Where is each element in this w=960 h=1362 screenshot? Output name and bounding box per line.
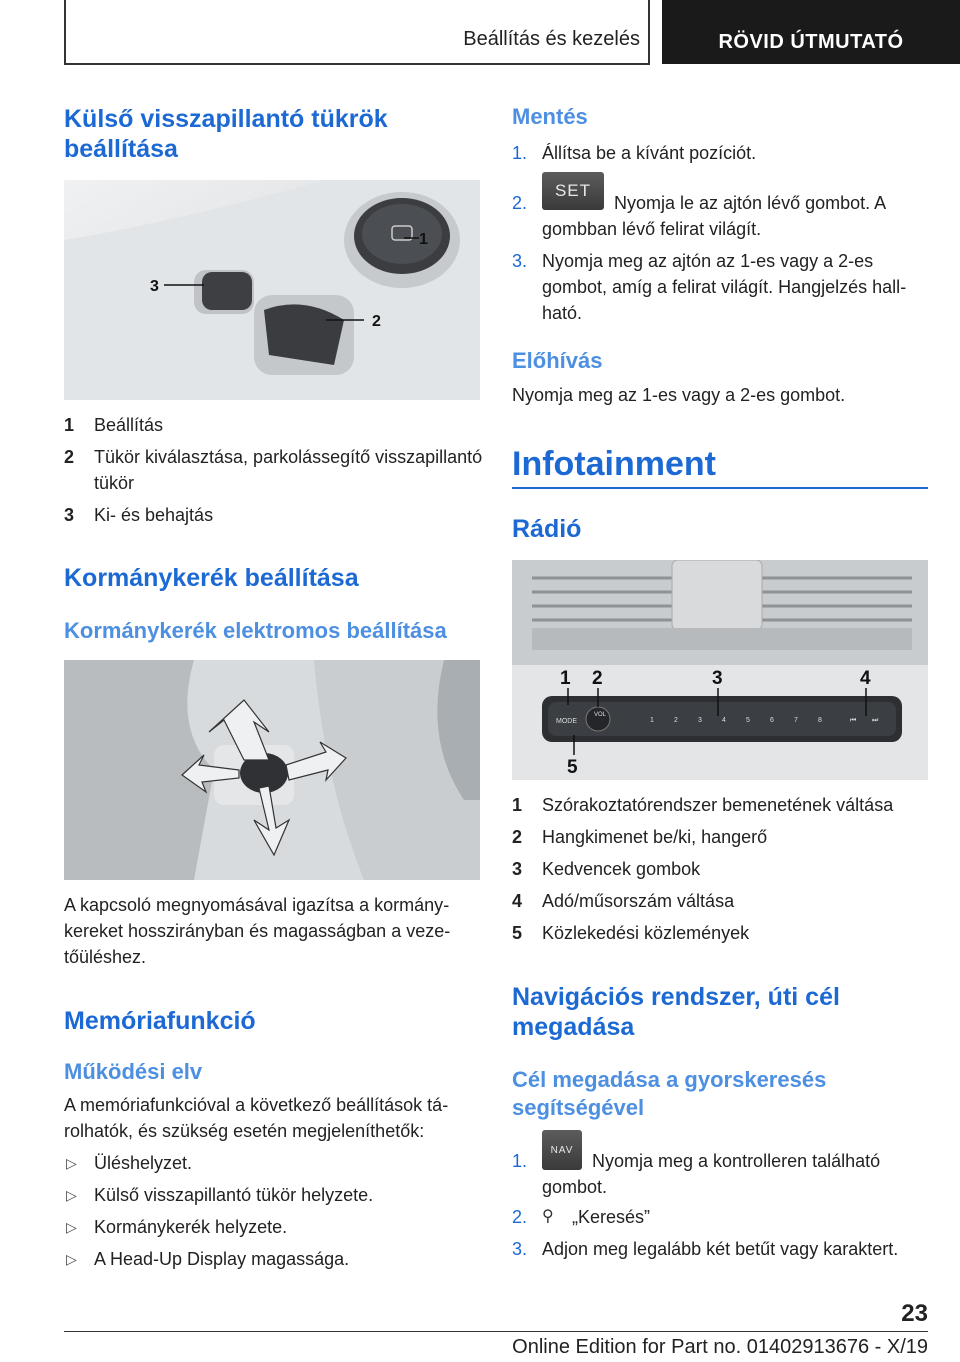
bullet-text: A Head-Up Display magassága. <box>94 1249 350 1269</box>
memory-description: A memóriafunkcióval a következő beállítások tárolhatók, és szükség esetén megjeleníthetők: <box>64 1095 449 1141</box>
save-step <box>512 172 928 238</box>
steering-description: A kapcsoló megnyomásával igazítsa a kormánykereket hosszirányban és magasságban a vezetőüléshez. <box>64 895 451 967</box>
mirror-callout-2: 2 <box>372 313 381 330</box>
radio-label-vol: VOL <box>594 712 607 718</box>
triangle-bullet-icon: ▷ <box>66 1187 77 1203</box>
mirror-legend-item <box>64 502 480 528</box>
step-number: 2. <box>512 193 528 213</box>
step-text: „Keresés” <box>572 1207 651 1227</box>
radio-legend-item <box>512 824 928 850</box>
radio-preset-5: 5 <box>746 717 750 724</box>
step-text: Nyomja meg az ajtón az 1-es vagy a 2-es gombot, amíg a felirat világít. Hangjelzés hallható. <box>542 251 907 323</box>
radio-preset-7: 7 <box>794 717 798 724</box>
nav-button-icon: NAV <box>542 1130 582 1170</box>
radio-callout-5: 5 <box>567 757 578 778</box>
recall-subsection-title: Előhívás <box>512 348 603 373</box>
set-button-icon: SET <box>542 172 604 210</box>
search-magnifier-icon: ⚲ <box>542 1208 554 1225</box>
navigation-section-title: Navigációs rendszer, úti cél megadása <box>512 983 840 1041</box>
legend-number: 3 <box>64 505 75 525</box>
mirror-callout-1: 1 <box>419 231 428 248</box>
radio-callout-4: 4 <box>860 668 871 689</box>
radio-panel-image <box>512 560 928 780</box>
bullet-text: Üléshelyzet. <box>94 1153 193 1173</box>
legend-text: Ki- és behajtás <box>94 505 214 525</box>
legend-text: Adó/műsorszám váltása <box>542 891 735 911</box>
radio-preset-4: 4 <box>722 717 726 724</box>
steering-section-title: Kormánykerék beállítása <box>64 564 359 592</box>
triangle-bullet-icon: ▷ <box>66 1251 77 1267</box>
radio-preset-6: 6 <box>770 717 774 724</box>
bullet-text: Külső visszapillantó tükör helyzete. <box>94 1185 374 1205</box>
recall-description: Nyomja meg az 1-es vagy a 2-es gombot. <box>512 385 846 405</box>
radio-label-mode: MODE <box>556 718 577 725</box>
mirror-controls-image <box>64 180 480 400</box>
save-step <box>512 248 928 326</box>
footer-divider <box>64 1331 928 1332</box>
radio-callout-2: 2 <box>592 668 603 689</box>
radio-section-title: Rádió <box>512 515 582 543</box>
radio-preset-2: 2 <box>674 717 678 724</box>
footer-edition-text: Online Edition for Part no. 01402913676 - X/19 <box>512 1336 928 1358</box>
legend-text: Kedvencek gombok <box>542 859 701 879</box>
radio-preset-1: 1 <box>650 717 654 724</box>
legend-text: Beállítás <box>94 415 164 435</box>
header-border-bottom <box>64 63 650 65</box>
legend-number: 5 <box>512 923 523 943</box>
legend-text: Szórakoztatórendszer bemenetének váltása <box>542 795 894 815</box>
legend-number: 4 <box>512 891 523 911</box>
triangle-bullet-icon: ▷ <box>66 1219 77 1235</box>
page-number: 23 <box>901 1300 928 1327</box>
legend-text: Közlekedési közlemények <box>542 923 750 943</box>
radio-legend-item <box>512 856 928 882</box>
legend-number: 2 <box>64 447 75 467</box>
step-number: 3. <box>512 1239 528 1259</box>
step-text: Állítsa be a kívánt pozíciót. <box>542 143 757 163</box>
step-number: 1. <box>512 1151 528 1171</box>
step-number: 2. <box>512 1207 528 1227</box>
radio-callout-3: 3 <box>712 668 723 689</box>
radio-next-track-icon: ⏭ <box>872 717 879 724</box>
legend-text: Hangkimenet be/ki, hangerő <box>542 827 768 847</box>
header-chapter-tab: RÖVID ÚTMUTATÓ <box>662 0 960 64</box>
mirror-section-title: Külső visszapillantó tükrök beállítása <box>64 105 388 163</box>
header-section-title: Beállítás és kezelés <box>463 28 640 50</box>
infotainment-chapter-title: Infotainment <box>512 445 716 483</box>
radio-preset-3: 3 <box>698 717 702 724</box>
legend-text: Tükör kiválasztása, parkolássegítő visszapillantó tükör <box>94 447 483 493</box>
nav-step <box>512 1130 928 1198</box>
step-text: Nyomja le az ajtón lévő gombot. A gombban lévő felirat világít. <box>542 193 886 239</box>
navigation-subsection-title: Cél megadása a gyorskeresés segítségével <box>512 1067 827 1120</box>
radio-legend-item <box>512 920 928 946</box>
legend-number: 3 <box>512 859 523 879</box>
save-subsection-title: Mentés <box>512 104 588 129</box>
mirror-legend-item <box>64 444 483 496</box>
radio-preset-8: 8 <box>818 717 822 724</box>
nav-step <box>512 1204 928 1230</box>
memory-subsection-title: Működési elv <box>64 1059 203 1084</box>
mirror-legend-item <box>64 412 480 438</box>
header-border-left <box>64 0 66 64</box>
steering-subsection-title: Kormánykerék elektromos beállítása <box>64 618 447 643</box>
memory-bullet-item <box>64 1246 480 1272</box>
legend-number: 1 <box>512 795 523 815</box>
radio-prev-track-icon: ⏮ <box>850 717 857 724</box>
legend-number: 1 <box>64 415 75 435</box>
radio-legend-item <box>512 792 928 818</box>
nav-step <box>512 1236 928 1262</box>
memory-bullet-item <box>64 1150 480 1176</box>
chapter-underline <box>512 487 928 489</box>
steering-control-image <box>64 660 480 880</box>
radio-legend-item <box>512 888 928 914</box>
radio-callout-1: 1 <box>560 668 571 689</box>
header-border-mid <box>648 0 650 64</box>
step-number: 1. <box>512 143 528 163</box>
step-number: 3. <box>512 251 528 271</box>
memory-bullet-item <box>64 1214 480 1240</box>
mirror-callout-3: 3 <box>150 278 159 295</box>
triangle-bullet-icon: ▷ <box>66 1155 77 1171</box>
memory-section-title: Memóriafunkció <box>64 1007 256 1035</box>
bullet-text: Kormánykerék helyzete. <box>94 1217 288 1237</box>
step-text: Nyomja meg a kontrolleren található gombot. <box>542 1151 881 1197</box>
save-step <box>512 140 928 166</box>
step-text: Adjon meg legalább két betűt vagy karaktert. <box>542 1239 899 1259</box>
legend-number: 2 <box>512 827 523 847</box>
memory-bullet-item <box>64 1182 480 1208</box>
